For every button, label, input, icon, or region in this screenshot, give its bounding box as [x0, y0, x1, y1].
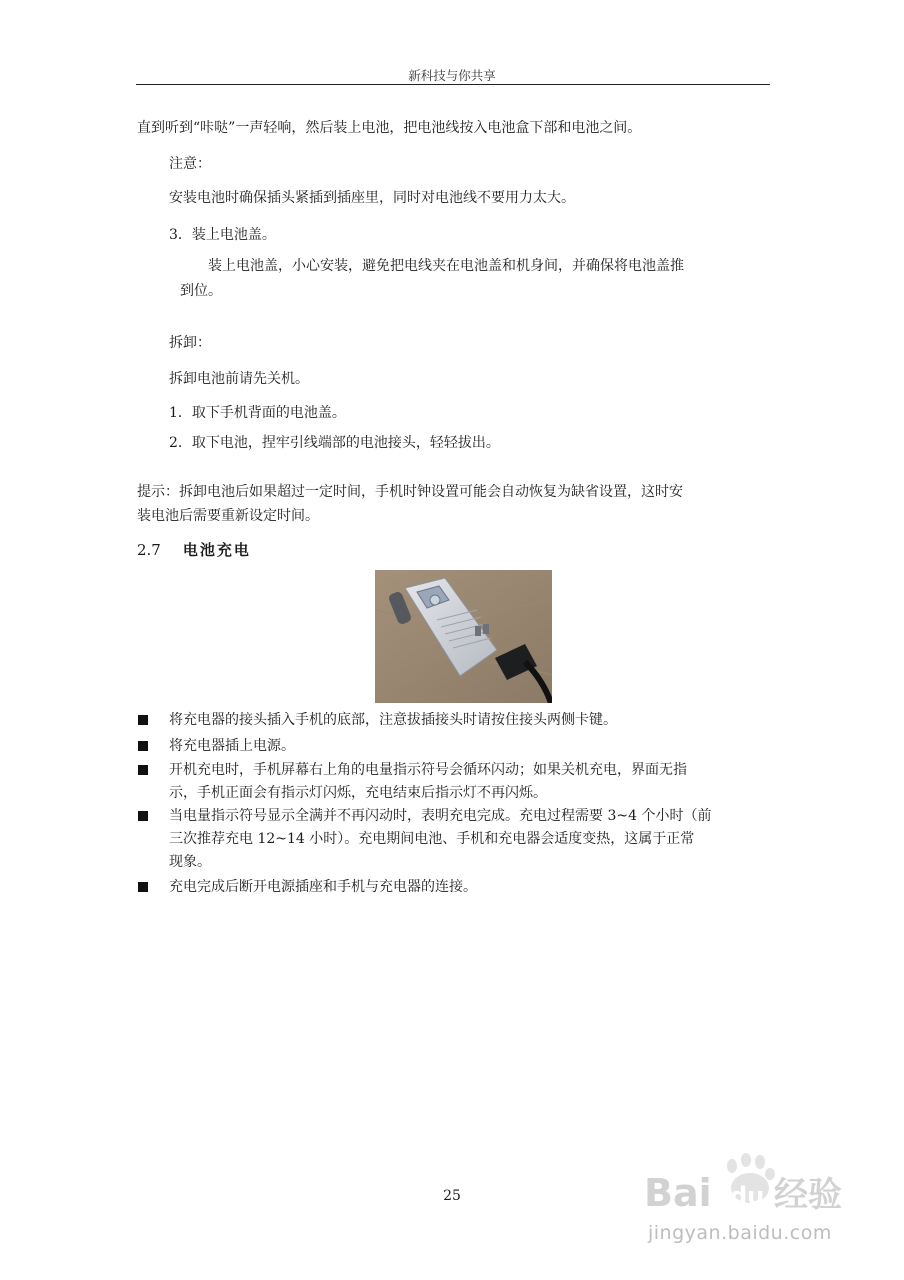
- running-header: 新科技与你共享: [408, 68, 496, 83]
- note-text: 安装电池时确保插头紧插到插座里，同时对电池线不要用力太大。: [169, 190, 575, 206]
- step-3-text-line-1: 装上电池盖，小心安装，避免把电线夹在电池盖和机身间，并确保将电池盖推: [208, 258, 684, 274]
- section-title: 电池充电: [182, 541, 251, 559]
- header-rule: [136, 84, 770, 85]
- tip-line-1: 提示：拆卸电池后如果超过一定时间，手机时钟设置可能会自动恢复为缺省设置，这时安: [137, 484, 683, 500]
- bullet-marker-1: [138, 715, 148, 725]
- section-heading: [137, 540, 251, 560]
- bullet-text-5: 充电完成后断开电源插座和手机与充电器的连接。: [169, 879, 477, 895]
- page-number: 25: [443, 1188, 461, 1204]
- bullet-text-1: 将充电器的接头插入手机的底部，注意拔插接头时请按住接头两侧卡键。: [169, 712, 617, 728]
- bullet-text-4-line-2: 三次推荐充电 12~14 小时）。充电期间电池、手机和充电器会适度变热，这属于正常: [169, 831, 695, 847]
- bullet-marker-5: [138, 882, 148, 892]
- bullet-text-4-line-1: 当电量指示符号显示全满并不再闪动时，表明充电完成。充电过程需要 3~4 个小时（前: [169, 808, 712, 824]
- bullet-text-3-line-2: 示，手机正面会有指示灯闪烁，充电结束后指示灯不再闪烁。: [169, 785, 547, 801]
- bullet-text-4-line-3: 现象。: [169, 854, 211, 870]
- step-3-text-line-2: 到位。: [180, 283, 222, 299]
- bullet-text-2: 将充电器插上电源。: [169, 738, 295, 754]
- watermark-logo-text-1: Bai: [644, 1171, 712, 1215]
- remove-step-2: 2．取下电池，捏牢引线端部的电池接头，轻轻拔出。: [169, 435, 500, 451]
- remove-step-1: 1．取下手机背面的电池盖。: [169, 405, 346, 421]
- remove-text: 拆卸电池前请先关机。: [169, 371, 309, 387]
- bullet-text-3-line-1: 开机充电时，手机屏幕右上角的电量指示符号会循环闪动；如果关机充电，界面无指: [169, 762, 687, 778]
- tip-line-2: 装电池后需要重新设定时间。: [137, 508, 319, 524]
- watermark-logo-text-2: du: [730, 1182, 765, 1210]
- bullet-marker-2: [138, 741, 148, 751]
- remove-label: 拆卸：: [169, 335, 211, 351]
- note-label: 注意：: [169, 156, 211, 172]
- step-3-title: 3．装上电池盖。: [169, 227, 276, 243]
- bullet-marker-3: [138, 765, 148, 775]
- paragraph-continuation: 直到听到“咔哒”一声轻响，然后装上电池，把电池线按入电池盒下部和电池之间。: [137, 120, 642, 136]
- baidu-jingyan-watermark: [642, 1148, 862, 1218]
- bullet-marker-4: [138, 811, 148, 821]
- section-number: 2.7: [137, 541, 161, 559]
- watermark-url: jingyan.baidu.com: [648, 1222, 832, 1244]
- charging-photo: [375, 570, 552, 703]
- watermark-logo-text-3: 经验: [774, 1175, 842, 1215]
